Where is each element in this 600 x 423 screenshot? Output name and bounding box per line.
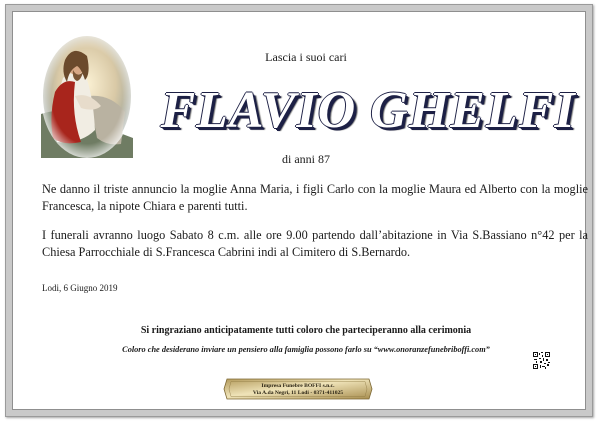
thanks-text: Si ringraziano anticipatamente tutti coloro che parteciperanno alla cerimonia bbox=[140, 325, 472, 336]
agency-address: Via A.da Negri, 11 Lodi - 0371-411025 bbox=[252, 390, 344, 396]
condolence-note: Coloro che desiderano inviare un pensiero alla famiglia possono farlo su “www.onoranzefunebriboffi.com” bbox=[122, 345, 490, 354]
funeral-details-paragraph: I funerali avranno luogo Sabato 8 c.m. alle ore 9.00 partendo dall’abitazione in Via S.Bassiano n°42 per la Chiesa Parrocchiale di S.Francesca Cabrini indi al Cimitero di S.Bernardo. bbox=[42, 228, 588, 259]
place-date: Lodi, 6 Giugno 2019 bbox=[42, 283, 118, 293]
funeral-agency-plate bbox=[223, 377, 373, 401]
age-text: di anni 87 bbox=[282, 152, 330, 166]
lead-text: Lascia i suoi cari bbox=[265, 50, 347, 64]
notice-frame bbox=[5, 4, 593, 417]
brass-plate-icon bbox=[223, 377, 373, 401]
agency-name: Impresa Funebre BOFFI s.n.c. bbox=[261, 383, 335, 389]
notice-sheet bbox=[12, 11, 586, 410]
qr-code-icon[interactable] bbox=[533, 352, 550, 369]
announcement-paragraph: Ne danno il triste annuncio la moglie Anna Maria, i figli Carlo con la moglie Maura ed Alberto con la moglie Francesca, la nipote Chiara e parenti tutti. bbox=[42, 182, 588, 213]
deceased-name: FLAVIO GHELFI bbox=[160, 82, 576, 139]
